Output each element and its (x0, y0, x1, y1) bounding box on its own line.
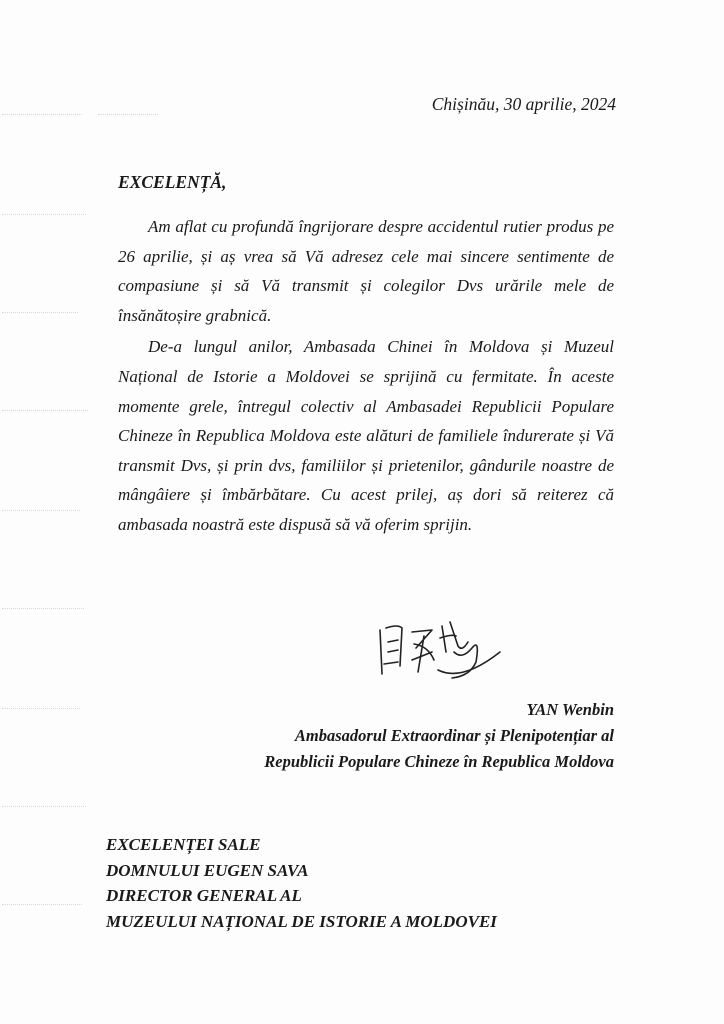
scan-artifact (2, 114, 82, 115)
recipient-line-4: MUZEULUI NAȚIONAL DE ISTORIE A MOLDOVEI (106, 911, 497, 931)
scan-artifact (2, 214, 86, 215)
letter-date: Chișinău, 30 aprilie, 2024 (431, 94, 616, 114)
scan-artifact (2, 510, 80, 511)
scan-artifact (98, 114, 158, 115)
salutation: EXCELENȚĂ, (118, 172, 227, 192)
signer-title-line-1: Ambasadorul Extraordinar și Plenipotențiar al (294, 726, 614, 745)
recipient-line-3: DIRECTOR GENERAL AL (106, 886, 302, 905)
body-paragraph-1: Am aflat cu profundă îngrijorare despre accidentul rutier produs pe 26 aprilie, și aș vrea să Vă adresez cele mai sincere sentimente de compasiune și să Vă transmit și colegilor Dvs urările mele de însănătoșire grabnică. (118, 217, 614, 325)
signer-title-line-2: Republicii Populare Chineze în Republica Moldova (264, 752, 614, 771)
scan-artifact (2, 806, 86, 807)
scan-artifact (2, 904, 82, 905)
recipient-line-2: DOMNULUI EUGEN SAVA (106, 860, 309, 880)
signer-name: YAN Wenbin (526, 700, 614, 719)
scan-artifact (2, 708, 80, 709)
scan-artifact (2, 312, 78, 313)
letter-body (118, 212, 614, 540)
body-paragraph-2: De-a lungul anilor, Ambasada Chinei în Moldova și Muzeul Național de Istorie a Moldovei se sprijină cu fermitate. În aceste momente grele, întregul colectiv al Ambasadei Republicii Populare Chineze în Republica Moldova este alături de familiele îndurerate și Vă transmit Dvs, și prin dvs, familiilor și prietenilor, gândurile noastre de mângâiere și îmbărbătare. Cu acest prilej, aș dori să reiterez că ambasada noastră este dispusă să vă oferim sprijin. (118, 337, 614, 534)
scan-artifact (2, 410, 88, 411)
recipient-line-1: EXCELENȚEI SALE (106, 835, 261, 854)
recipient-block (106, 832, 497, 934)
scan-artifact (2, 608, 84, 609)
handwritten-signature (372, 612, 512, 692)
